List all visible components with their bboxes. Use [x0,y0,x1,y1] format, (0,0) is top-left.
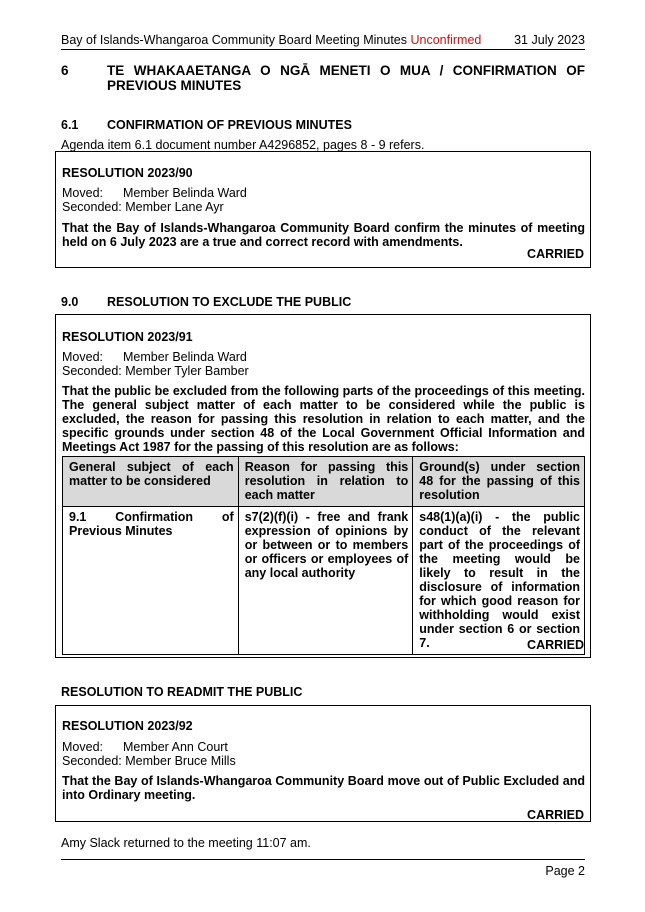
moved-line [62,350,247,364]
seconded-label: Seconded: [62,754,122,768]
page-header [61,31,585,50]
moved-label: Moved: [62,186,103,200]
table-header-row [63,457,585,507]
section-9-title: RESOLUTION TO EXCLUDE THE PUBLIC [107,295,352,309]
resolution-outcome: CARRIED [527,638,584,652]
resolution-text: That the public be excluded from the following parts of the proceedings of this meeting. The general subject matter of each matter to be considered while the public is excluded, the reason for passing this resolution in relation to each matter, and the specific grounds under section 48 of the Local Government Official Information and Meetings Act 1987 for the passing of this resolution are as follows: [62,384,585,454]
seconded-line [62,364,249,378]
resolution-box-2023-92 [55,705,591,822]
moved-line [62,186,247,200]
moved-value: Member Ann Court [123,740,228,754]
table-header-cell: Reason for passing this resolution in relation to each matter [238,457,413,507]
page-footer [61,859,585,880]
section-6-1-number: 6.1 [61,118,79,132]
resolution-text: That the Bay of Islands-Whangaroa Community Board confirm the minutes of meeting held on 6 July 2023 are a true and correct record with amendments. [62,221,585,249]
seconded-line [62,200,224,214]
header-title-group [61,33,481,47]
agenda-note: Agenda item 6.1 document number A4296852, pages 8 - 9 refers. [61,138,425,152]
seconded-value: Member Bruce Mills [125,754,236,768]
page-number: Page 2 [545,864,585,878]
resolution-text: That the Bay of Islands-Whangaroa Community Board move out of Public Excluded and into Ordinary meeting. [62,774,585,802]
seconded-line [62,754,236,768]
moved-label: Moved: [62,350,103,364]
readmit-heading: RESOLUTION TO READMIT THE PUBLIC [61,685,303,699]
table-cell: 9.1 Confirmation of Previous Minutes [63,507,239,655]
seconded-value: Member Tyler Bamber [125,364,249,378]
section-9-number: 9.0 [61,295,79,309]
moved-value: Member Belinda Ward [123,186,247,200]
section-6-1-title: CONFIRMATION OF PREVIOUS MINUTES [107,118,352,132]
table-row [63,507,585,655]
header-title: Bay of Islands-Whangaroa Community Board Meeting Minutes [61,33,407,47]
moved-line [62,740,228,754]
seconded-label: Seconded: [62,200,122,214]
moved-label: Moved: [62,740,103,754]
resolution-box-2023-90 [55,151,591,268]
header-date: 31 July 2023 [514,33,585,47]
header-status: Unconfirmed [410,33,482,47]
table-header-cell: General subject of each matter to be considered [63,457,239,507]
resolution-title: RESOLUTION 2023/90 [62,166,193,180]
section-6-title-line1: TE WHAKAAETANGA O NGĀ MENETI O MUA / CONFIRMATION OF [107,63,585,78]
table-header-cell: Ground(s) under section 48 for the passing of this resolution [413,457,585,507]
resolution-outcome: CARRIED [527,247,584,261]
moved-value: Member Belinda Ward [123,350,247,364]
exclusion-table [62,456,585,655]
attendance-note: Amy Slack returned to the meeting 11:07 am. [61,836,311,850]
table-cell: s7(2)(f)(i) - free and frank expression of opinions by or between or to members or officers or employees of any local authority [238,507,413,655]
resolution-title: RESOLUTION 2023/91 [62,330,193,344]
seconded-label: Seconded: [62,364,122,378]
section-6-number: 6 [61,63,69,78]
resolution-box-2023-91 [55,314,591,658]
section-6-title-line2: PREVIOUS MINUTES [107,78,242,93]
seconded-value: Member Lane Ayr [125,200,224,214]
resolution-title: RESOLUTION 2023/92 [62,719,193,733]
table-cell: s48(1)(a)(i) - the public conduct of the relevant part of the proceedings of the meeting would be likely to result in the disclosure of information for which good reason for withholding would exist under section 6 or section 7. [413,507,585,655]
resolution-outcome: CARRIED [527,808,584,822]
